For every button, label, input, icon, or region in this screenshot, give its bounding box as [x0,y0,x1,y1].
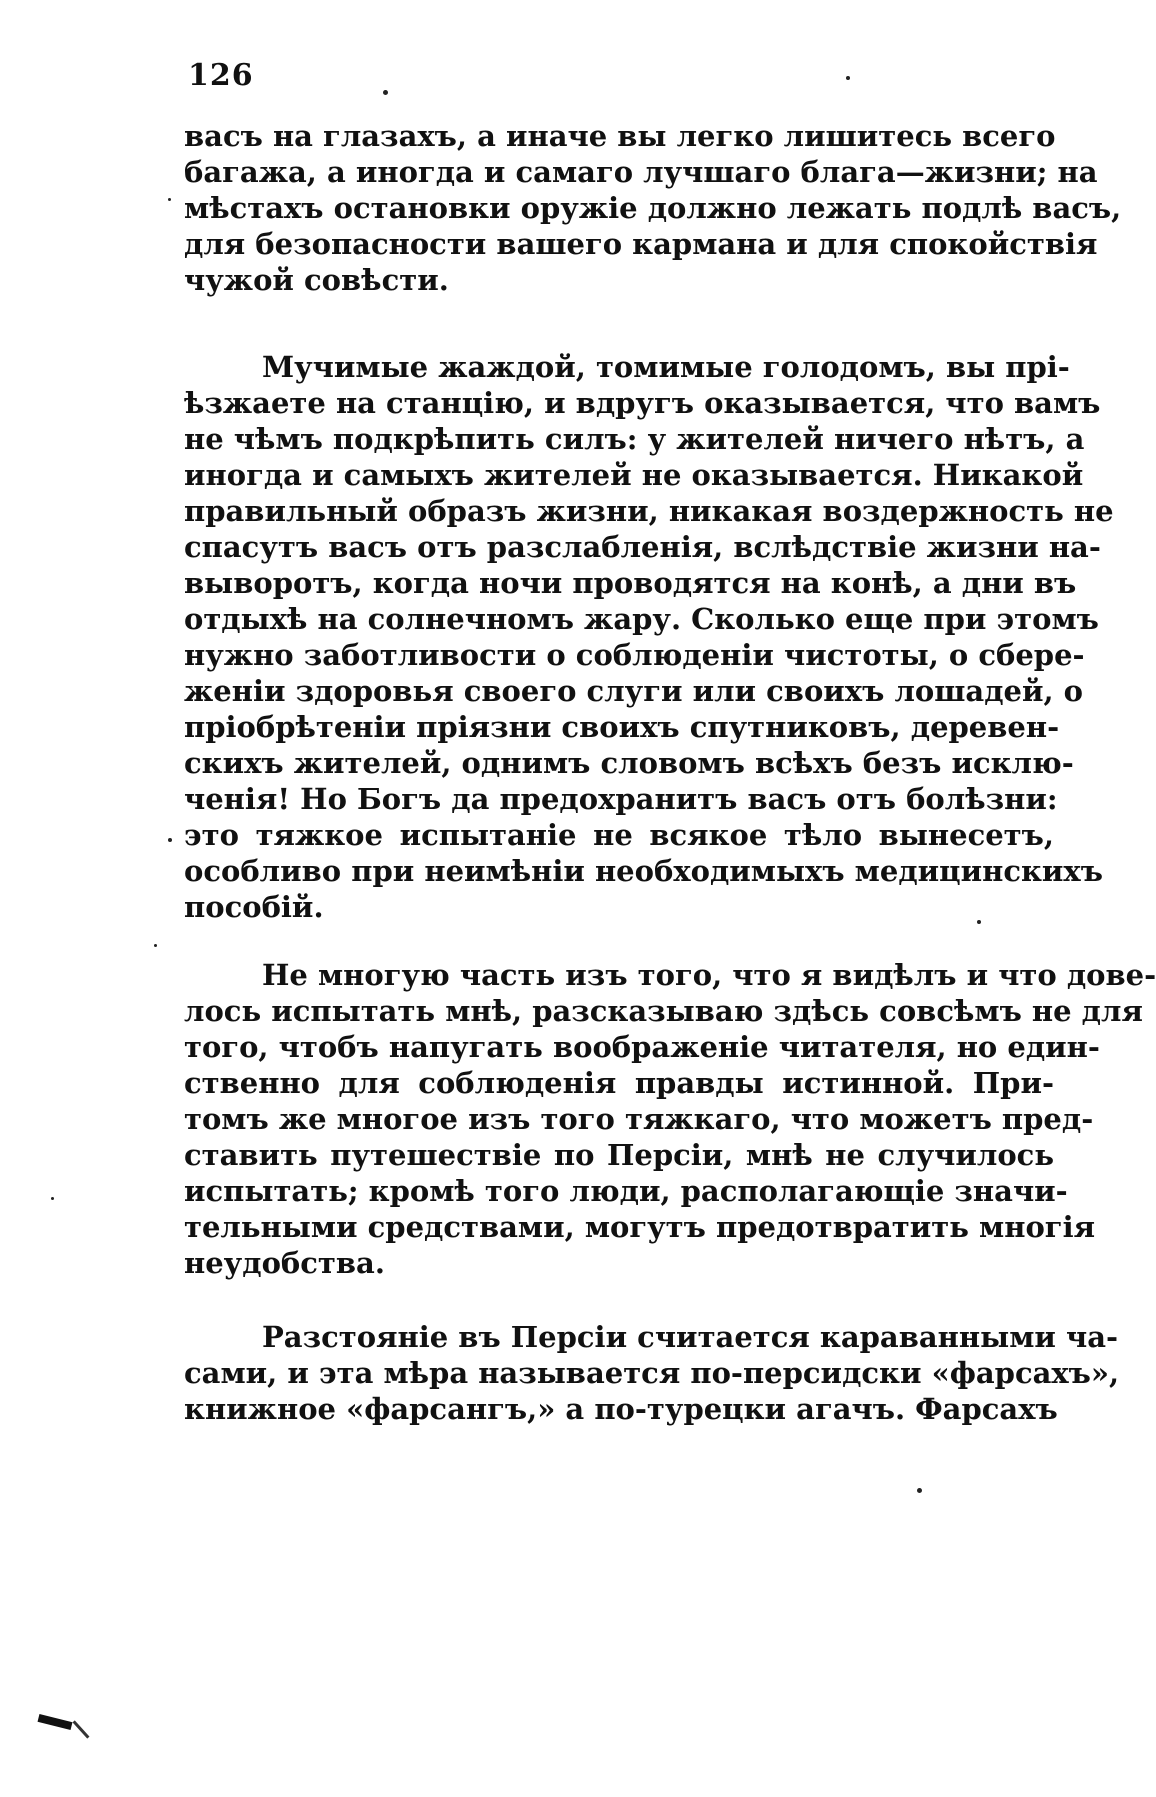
text-line: багажа, а иногда и самаго лучшаго блага—жизни; на [184,155,1098,189]
scan-speck [917,1488,922,1493]
text-line: мѣстахъ остановки оружіе должно лежать подлѣ васъ, [184,191,1122,225]
scan-speck [383,90,388,95]
text-line: Разстояніе въ Персіи считается караванными ча- [262,1320,1119,1354]
text-line: томъ же многое изъ того тяжкаго, что можетъ пред- [184,1102,1094,1136]
text-line: скихъ жителей, однимъ словомъ всѣхъ безъ исклю- [184,746,1074,780]
page-number: 126 [188,58,254,93]
paragraph-3 [184,957,1156,1281]
text-line: выворотъ, когда ночи проводятся на конѣ, а дни въ [184,566,1077,600]
text-line: неудобства. [184,1246,385,1280]
text-line: ченія! Но Богъ да предохранитъ васъ отъ болѣзни: [184,782,1058,816]
text-line: иногда и самыхъ жителей не оказывается. Никакой [184,458,1084,492]
scan-mark [38,1714,73,1730]
text-line: особливо при неимѣніи необходимыхъ медицинскихъ [184,854,1103,888]
text-line: ставить путешествіе по Персіи, мнѣ не случилось [184,1138,1054,1172]
text-line: сами, и эта мѣра называется по-персидски «фарсахъ», [184,1356,1120,1390]
text-line: это тяжкое испытаніе не всякое тѣло вынесетъ, [184,818,1054,852]
scan-speck [977,920,981,924]
text-line: чужой совѣсти. [184,263,449,297]
text-line: для безопасности вашего кармана и для спокойствія [184,227,1098,261]
text-line: пособій. [184,890,324,924]
scan-speck [51,1197,54,1200]
scan-speck [154,944,157,947]
text-line: женіи здоровья своего слуги или своихъ лошадей, о [184,674,1084,708]
paragraph-2 [184,349,1114,925]
text-line: пріобрѣтеніи пріязни своихъ спутниковъ, деревен- [184,710,1060,744]
scan-speck [846,76,850,80]
paragraph-4 [184,1319,1120,1427]
text-line: Не многую часть изъ того, что я видѣлъ и что дове- [262,958,1156,992]
text-line: отдыхѣ на солнечномъ жару. Сколько еще при этомъ [184,602,1099,636]
text-line: тельными средствами, могутъ предотвратить многія [184,1210,1096,1244]
text-line: испытать; кромѣ того люди, располагающіе значи- [184,1174,1068,1208]
text-line: ѣзжаете на станцію, и вдругъ оказывается, что вамъ [184,386,1101,420]
text-line: нужно заботливости о соблюденіи чистоты, о сбере- [184,638,1085,672]
text-line: васъ на глазахъ, а иначе вы легко лишитесь всего [184,119,1056,153]
text-line: не чѣмъ подкрѣпить силъ: у жителей ничего нѣтъ, а [184,422,1085,456]
text-line: лось испытать мнѣ, разсказываю здѣсь совсѣмъ не для [184,994,1143,1028]
text-line: того, чтобъ напугать воображеніе читателя, но един- [184,1030,1100,1064]
text-line: ственно для соблюденія правды истинной. При- [184,1066,1054,1100]
scan-speck [168,198,171,201]
paragraph-1 [184,118,1122,298]
text-line: правильный образъ жизни, никакая воздержность не [184,494,1114,528]
scan-speck [168,838,172,842]
text-line: спасутъ васъ отъ разслабленія, вслѣдствіе жизни на- [184,530,1101,564]
scan-mark [73,1720,90,1738]
text-line: книжное «фарсангъ,» а по-турецки агачъ. Фарсахъ [184,1392,1058,1426]
text-line: Мучимые жаждой, томимые голодомъ, вы прі- [262,350,1070,384]
